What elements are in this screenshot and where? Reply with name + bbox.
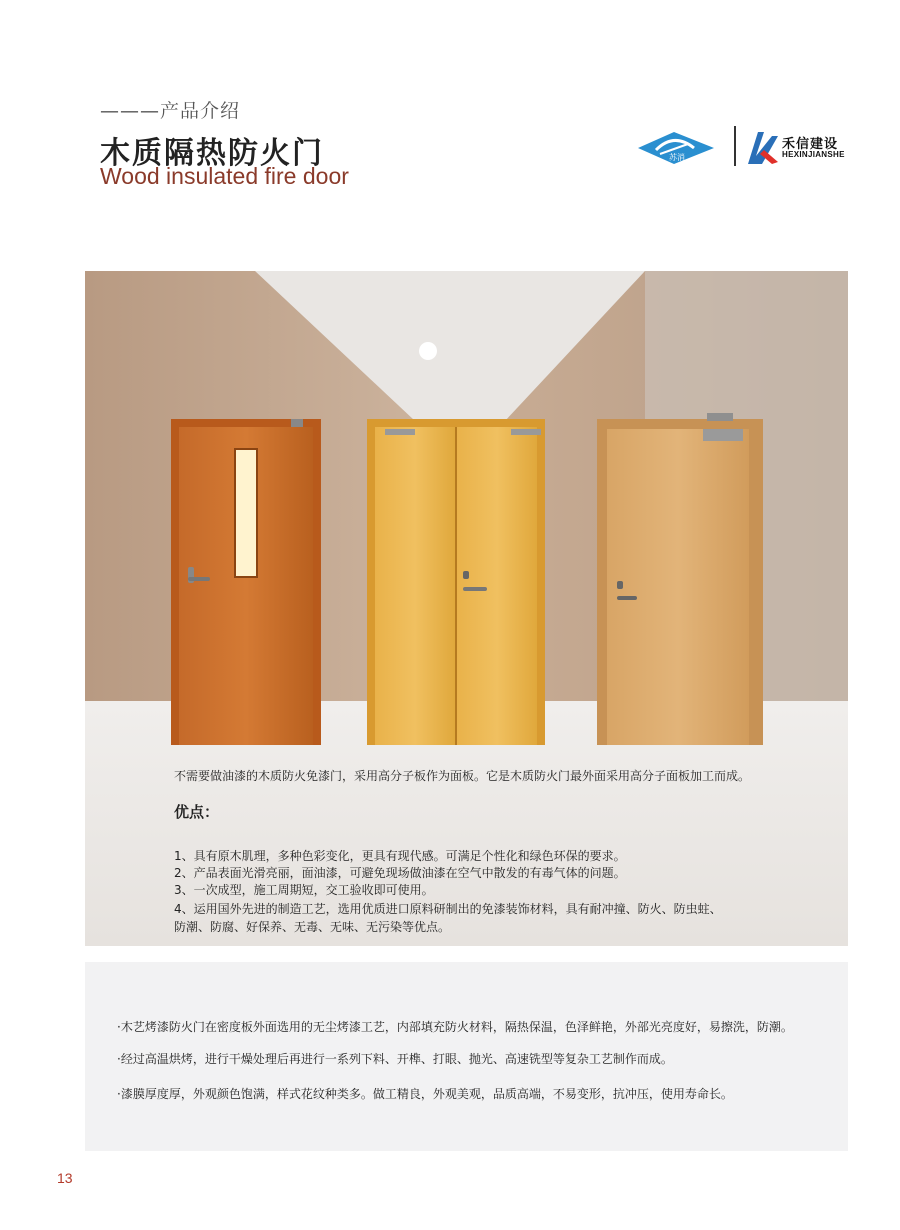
page-subtitle-english: Wood insulated fire door bbox=[100, 163, 349, 189]
logo-group bbox=[634, 124, 854, 172]
company-logo-icon bbox=[634, 124, 724, 172]
advantage-item: 2、产品表面光滑亮丽，面油漆，可避免现场做油漆在空气中散发的有毒气体的问题。 bbox=[174, 866, 626, 880]
logo1-text: 苏消 bbox=[669, 153, 685, 162]
advantage-item: 1、具有原木肌理，多种色彩变化，更具有现代感。可满足个性化和绿色环保的要求。 bbox=[174, 849, 626, 863]
hero-image bbox=[85, 271, 848, 946]
intro-text: 不需要做油漆的木质防火免漆门，采用高分子板作为面板。它是木质防火门最外面采用高分子面板加工而成。 bbox=[174, 769, 751, 783]
page-title: 木质隔热防火门 bbox=[100, 136, 324, 171]
feature-item: ·经过高温烘烤，进行干燥处理后再进行一系列下料、开榫、打眼、抛光、高速铣型等复杂工艺制作而成。 bbox=[117, 1052, 673, 1066]
page-number: 13 bbox=[57, 1170, 73, 1186]
advantages-title: 优点： bbox=[174, 803, 220, 821]
brand-name: 禾信建设 bbox=[782, 137, 839, 152]
corridor-doors-illustration bbox=[85, 271, 848, 946]
brand-pinyin: HEXINJIANSHE bbox=[782, 150, 845, 159]
advantage-item: 防潮、防腐、好保养、无毒、无味、无污染等优点。 bbox=[174, 920, 451, 934]
features-box bbox=[85, 962, 848, 1151]
feature-item: ·漆膜厚度厚，外观颜色饱满，样式花纹种类多。做工精良，外观美观，品质高端，不易变形，抗冲压，使用寿命长。 bbox=[117, 1087, 733, 1101]
advantage-item: 3、一次成型，施工周期短，交工验收即可使用。 bbox=[174, 883, 434, 897]
advantage-item: 4、运用国外先进的制造工艺，选用优质进口原料研制出的免漆装饰材料，具有耐冲撞、防火、防虫蛀、 bbox=[174, 902, 722, 916]
brand-logo-icon bbox=[742, 126, 782, 170]
section-label: ———产品介绍 bbox=[100, 100, 241, 122]
logo-divider bbox=[734, 126, 736, 166]
feature-item: ·木艺烤漆防火门在密度板外面选用的无尘烤漆工艺，内部填充防火材料，隔热保温，色泽鲜艳，外部光亮度好，易擦洗，防潮。 bbox=[117, 1020, 793, 1034]
